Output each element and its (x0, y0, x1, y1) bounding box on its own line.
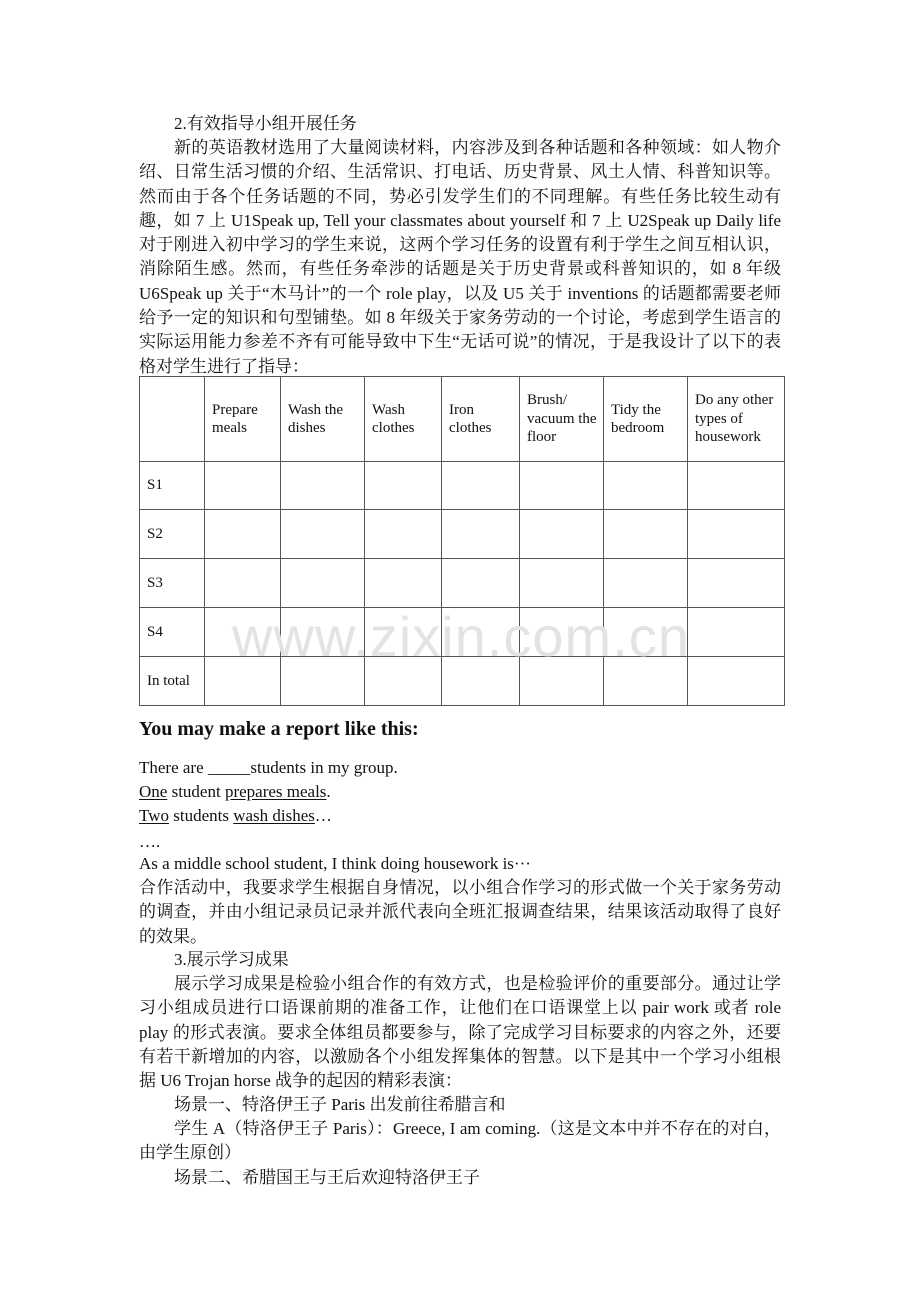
table-cell (520, 657, 604, 706)
paragraph-after-report: 合作活动中，我要求学生根据自身情况，以小组合作学习的形式做一个关于家务劳动的调查，并由小组记录员记录并派代表向全班汇报调查结果，结果该活动取得了良好的效果。 (139, 878, 781, 946)
table-row (140, 559, 785, 608)
section-3-title: 3.展示学习成果 (174, 950, 289, 969)
row-label: S2 (140, 510, 205, 559)
table-cell (688, 510, 785, 559)
report-line-3 (139, 804, 332, 828)
table-row (140, 462, 785, 510)
table-cell (688, 608, 785, 657)
table-cell (281, 510, 365, 559)
report-text: students (168, 806, 234, 825)
table-cell (365, 608, 442, 657)
table-cell (604, 608, 688, 657)
table-cell (281, 559, 365, 608)
report-line-2 (139, 780, 331, 804)
report-line-4: …. (139, 832, 161, 851)
table-cell (281, 608, 365, 657)
table-cell (442, 657, 520, 706)
table-header-cell: Iron clothes (442, 377, 520, 462)
underlined-text: Two (139, 806, 169, 825)
table-cell (520, 510, 604, 559)
table-cell (442, 510, 520, 559)
report-text: … (314, 806, 332, 825)
underlined-text: prepares meals (224, 782, 327, 801)
table-header-cell: Wash the dishes (281, 377, 365, 462)
scene-2: 场景二、希腊国王与王后欢迎特洛伊王子 (174, 1168, 480, 1187)
scene-1: 场景一、特洛伊王子 Paris 出发前往希腊言和 (174, 1095, 506, 1114)
report-heading: You may make a report like this: (139, 718, 419, 740)
report-line-5: As a middle school student, I think doing housework is··· (139, 854, 531, 873)
table-header-cell: Prepare meals (205, 377, 281, 462)
table-cell (520, 608, 604, 657)
underlined-text: wash dishes (233, 806, 315, 825)
table-header-cell: Wash clothes (365, 377, 442, 462)
report-text: There are (139, 758, 208, 777)
table-row (140, 608, 785, 657)
table-row (140, 510, 785, 559)
table-cell (520, 462, 604, 510)
underlined-text: One (139, 782, 168, 801)
table-cell (604, 559, 688, 608)
section-2-paragraph: 新的英语教材选用了大量阅读材料，内容涉及到各种话题和各种领域：如人物介绍、日常生活习惯的介绍、生活常识、打电话、历史背景、风土人情、科普知识等。然而由于各个任务话题的不同，势必引发学生们的不同理解。有些任务比较生动有趣，如 7 上 U1Speak up, Tell your classmates about yourself 和 7 上 U2Speak up Daily life 对于刚进入初中学习的学生来说，这两个学习任务的设置有利于学生之间互相认识，消除陌生感。然而，有些任务牵涉的话题是关于历史背景或科普知识的，如 8 年级 U6Speak up 关于“木马计”的一个 role play，以及 U5 关于 inventions 的话题都需要老师给予一定的知识和句型铺垫。如 8 年级关于家务劳动的一个讨论，考虑到学生语言的实际运用能力参差不齐有可能导致中下生“无话可说”的情况，于是我设计了以下的表格对学生进行了指导： (139, 138, 781, 376)
report-text: students in my group. (250, 758, 398, 777)
table-cell (520, 559, 604, 608)
section-3-paragraph: 展示学习成果是检验小组合作的有效方式，也是检验评价的重要部分。通过让学习小组成员进行口语课前期的准备工作，让他们在口语课堂上以 pair work 或者 role play 的形式表演。要求全体组员都要参与，除了完成学习目标要求的内容之外，还要有若干新增加的内容，以激励各个小组发挥集体的智慧。以下是其中一个学习小组根据 U6 Trojan horse 战争的起因的精彩表演： (139, 974, 781, 1091)
table-cell (604, 657, 688, 706)
table-cell (688, 559, 785, 608)
table-cell (365, 462, 442, 510)
table-cell (688, 657, 785, 706)
table-header-row (140, 377, 785, 462)
table-cell (365, 510, 442, 559)
watermark: www.zixin.com.cn (232, 605, 690, 668)
housework-survey-table (139, 376, 785, 706)
table-cell (205, 657, 281, 706)
table-cell (205, 510, 281, 559)
table-cell (365, 657, 442, 706)
report-text: student (167, 782, 225, 801)
row-label: S1 (140, 462, 205, 510)
table-row (140, 657, 785, 706)
table-cell (205, 462, 281, 510)
table-cell (281, 462, 365, 510)
report-line-1 (139, 756, 398, 780)
table-header-cell: Tidy the bedroom (604, 377, 688, 462)
table-cell (442, 559, 520, 608)
table-cell (281, 657, 365, 706)
table-cell (442, 608, 520, 657)
row-label: S3 (140, 559, 205, 608)
report-text: . (326, 782, 331, 801)
table-cell (205, 608, 281, 657)
dialogue-1: 学生 A（特洛伊王子 Paris）：Greece, I am coming.（这是文本中并不存在的对白，由学生原创） (139, 1119, 781, 1163)
table-cell (205, 559, 281, 608)
table-cell (688, 462, 785, 510)
table-cell (604, 462, 688, 510)
blank-field: _____ (207, 758, 251, 777)
table-cell (442, 462, 520, 510)
row-label: In total (140, 657, 205, 706)
table-cell (604, 510, 688, 559)
table-header-cell: Do any other types of housework (688, 377, 785, 462)
table-header-cell (140, 377, 205, 462)
section-2-title: 2.有效指导小组开展任务 (174, 114, 357, 133)
table-cell (365, 559, 442, 608)
row-label: S4 (140, 608, 205, 657)
table-header-cell: Brush/ vacuum the floor (520, 377, 604, 462)
